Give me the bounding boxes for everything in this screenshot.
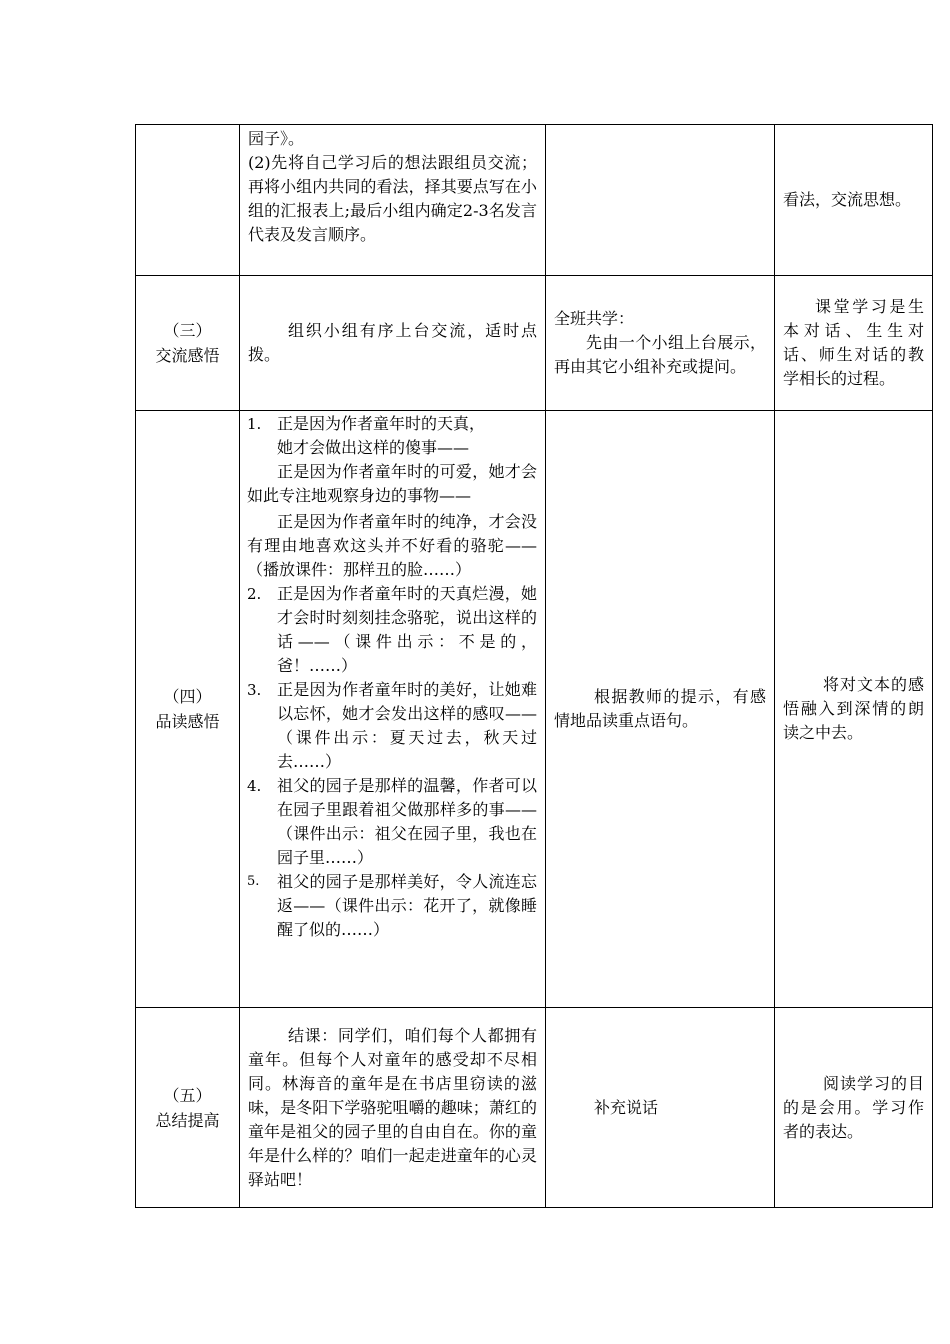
list-item — [247, 870, 537, 942]
design-intent-cell — [775, 1008, 933, 1208]
list-item — [247, 678, 537, 774]
item-number: 4. — [247, 777, 262, 795]
student-text: 根据教师的提示，有感情地品读重点语句。 — [554, 687, 766, 730]
item-text: 祖父的园子是那样美好，令人流连忘返——（课件出示：花开了，就像睡醒了似的……） — [277, 872, 537, 939]
table-row — [136, 276, 933, 411]
teacher-text: 正是因为作者童年时的纯净，才会没有理由地喜欢这头并不好看的骆驼——（播放课件：那样丑的脸……） — [247, 512, 537, 579]
stage-number: （五） — [163, 1085, 212, 1105]
item-text: 祖父的园子是那样的温馨，作者可以在园子里跟着祖父做那样多的事——（课件出示：祖父在园子里，我也在园子里……） — [277, 776, 537, 867]
design-intent-cell — [775, 125, 933, 276]
intent-text: 将对文本的感悟融入到深情的朗读之中去。 — [783, 675, 924, 742]
teacher-activity-cell — [240, 411, 546, 1008]
item-text: 正是因为作者童年时的美好，让她难以忘怀，她才会发出这样的感叹——（课件出示：夏天过去，秋天过去……） — [277, 680, 537, 771]
stage-cell — [136, 411, 240, 1008]
intent-text: 阅读学习的目的是会用。学习作者的表达。 — [783, 1073, 924, 1141]
table-row — [136, 1008, 933, 1208]
design-intent-cell — [775, 411, 933, 1008]
list-item — [247, 774, 537, 870]
student-text: 补充说话 — [594, 1097, 659, 1117]
teacher-text: 结课：同学们，咱们每个人都拥有童年。但每个人对童年的感受却不尽相同。林海音的童年是在书店里窃读的滋味，是冬阳下学骆驼咀嚼的趣味；萧红的童年是祖父的园子里的自由自在。你的童年是什么样的？咱们一起走进童年的心灵驿站吧！ — [248, 1025, 537, 1189]
teacher-activity-cell — [240, 276, 546, 411]
item-number: 2. — [247, 585, 262, 603]
teacher-text: (2)先将自己学习后的想法跟组员交流；再将小组内共同的看法，择其要点写在小组的汇报表上;最后小组内确定2-3名发言代表及发言顺序。 — [248, 153, 537, 244]
student-label: 全班共学： — [554, 309, 635, 328]
item-number: 1. — [247, 415, 262, 433]
reading-list — [247, 412, 537, 460]
teacher-activity-cell — [240, 125, 546, 276]
intent-text: 看法，交流思想。 — [783, 190, 912, 209]
student-activity-cell — [546, 276, 775, 411]
teacher-text: 正是因为作者童年时的可爱，她才会如此专注地观察身边的事物—— — [247, 462, 537, 505]
stage-number: （三） — [163, 321, 212, 340]
stage-cell — [136, 276, 240, 411]
student-activity-cell — [546, 125, 775, 276]
stage-name: 品读感悟 — [155, 712, 220, 731]
list-item — [247, 582, 537, 678]
stage-cell — [136, 125, 240, 276]
teacher-text: 组织小组有序上台交流，适时点拨。 — [248, 321, 537, 364]
item-number: 3. — [247, 681, 262, 699]
student-activity-cell — [546, 1008, 775, 1208]
intent-text: 课堂学习是生本对话、生生对话、师生对话的教学相长的过程。 — [783, 297, 924, 388]
item-text: 她才会做出这样的傻事—— — [277, 438, 470, 457]
table-row — [136, 125, 933, 276]
table-row — [136, 411, 933, 1008]
teacher-activity-cell — [240, 1008, 546, 1208]
reading-list — [247, 582, 537, 942]
stage-number: （四） — [163, 687, 212, 706]
item-text: 正是因为作者童年时的天真， — [277, 414, 486, 433]
student-text: 先由一个小组上台展示，再由其它小组补充或提问。 — [554, 333, 766, 376]
lesson-plan-table — [135, 124, 933, 1208]
item-number: 5. — [247, 874, 260, 889]
design-intent-cell — [775, 276, 933, 411]
teacher-text: 园子》。 — [248, 129, 305, 148]
item-text: 正是因为作者童年时的天真烂漫，她才会时时刻刻挂念骆驼，说出这样的话——（课件出示：不是的，爸！……） — [277, 584, 537, 675]
stage-name: 交流感悟 — [155, 346, 220, 365]
stage-cell — [136, 1008, 240, 1208]
student-activity-cell — [546, 411, 775, 1008]
list-item — [247, 412, 537, 460]
stage-name: 总结提高 — [155, 1110, 220, 1130]
